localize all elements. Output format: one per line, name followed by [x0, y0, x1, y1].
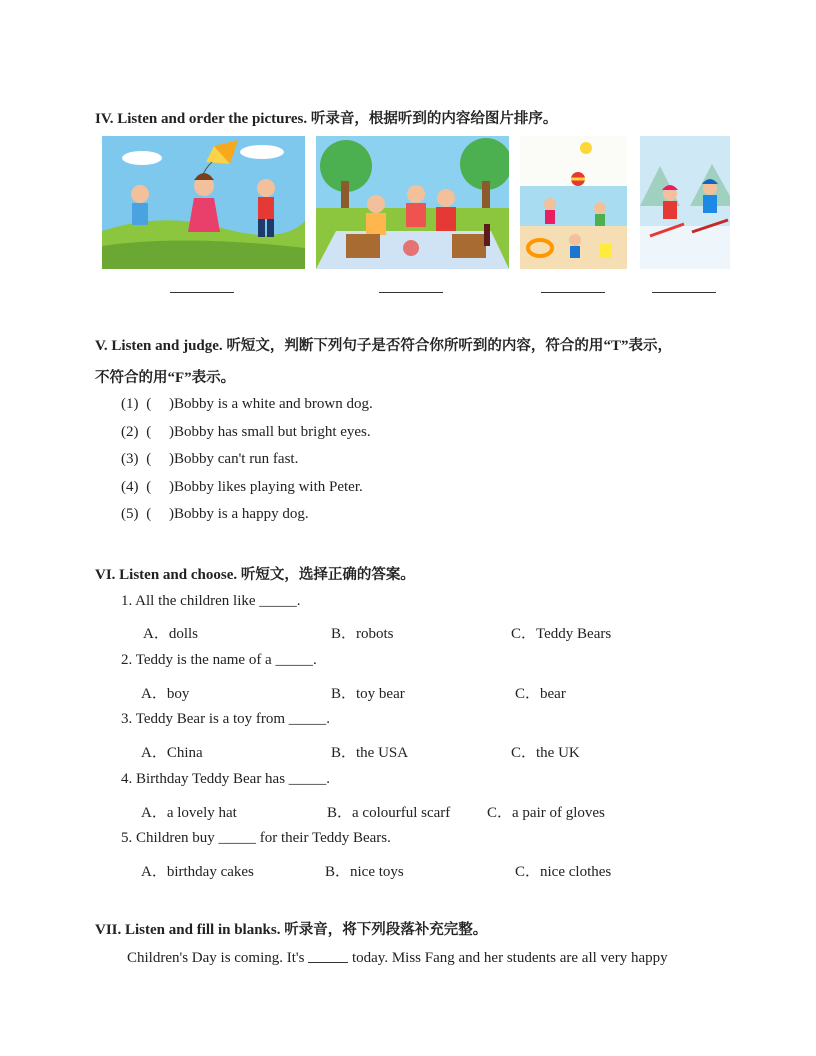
choice-2-option-a[interactable]: A．boy — [141, 686, 190, 702]
judge-item-5: (5) ( )Bobby is a happy dog. — [121, 506, 309, 522]
order-blank-4[interactable] — [652, 292, 716, 293]
judge-item-2: (2) ( )Bobby has small but bright eyes. — [121, 424, 371, 440]
choice-4-option-b[interactable]: B．a colourful scarf — [327, 805, 451, 821]
skiing-scene-image — [640, 136, 730, 269]
judge-item-3: (3) ( )Bobby can't run fast. — [121, 451, 299, 467]
choice-question-4: 4. Birthday Teddy Bear has _____. — [121, 771, 331, 787]
choice-3-option-b[interactable]: B．the USA — [331, 745, 409, 761]
choice-4-option-a[interactable]: A．a lovely hat — [141, 805, 237, 821]
section-4-heading: IV. Listen and order the pictures. 听录音，根据听到的内容给图片排序。 — [95, 111, 558, 127]
choice-2-option-b[interactable]: B．toy bear — [331, 686, 405, 702]
picture-skiing — [640, 136, 730, 269]
section-5-heading-line-1: V. Listen and judge. 听短文，判断下列句子是否符合你所听到的内容，符合的用“T”表示， — [95, 338, 672, 354]
choice-1-option-c[interactable]: C．Teddy Bears — [511, 626, 612, 642]
order-blank-3[interactable] — [541, 292, 605, 293]
picture-beach — [520, 136, 627, 269]
choice-5-option-c[interactable]: C．nice clothes — [515, 864, 612, 880]
choice-question-1: 1. All the children like _____. — [121, 593, 301, 609]
kite-scene-image — [102, 136, 305, 269]
choice-5-option-b[interactable]: B．nice toys — [325, 864, 404, 880]
choice-question-5: 5. Children buy _____ for their Teddy Bears. — [121, 830, 391, 846]
fill-paragraph-line-1: Children's Day is coming. It's today. Miss Fang and her students are all very happy — [127, 950, 668, 966]
choice-3-option-c[interactable]: C．the UK — [511, 745, 580, 761]
beach-scene-image — [520, 136, 627, 269]
fill-blank-1[interactable] — [308, 948, 348, 963]
picture-kite — [102, 136, 305, 269]
judge-item-4: (4) ( )Bobby likes playing with Peter. — [121, 479, 363, 495]
section-5-heading-line-2: 不符合的用“F”表示。 — [95, 370, 236, 386]
choice-4-option-c[interactable]: C．a pair of gloves — [487, 805, 605, 821]
picture-picnic — [316, 136, 509, 269]
order-blank-2[interactable] — [379, 292, 443, 293]
choice-question-3: 3. Teddy Bear is a toy from _____. — [121, 711, 331, 727]
choice-2-option-c[interactable]: C．bear — [515, 686, 566, 702]
choice-3-option-a[interactable]: A．China — [141, 745, 203, 761]
choice-1-option-b[interactable]: B．robots — [331, 626, 394, 642]
order-blank-1[interactable] — [170, 292, 234, 293]
judge-item-1: (1) ( )Bobby is a white and brown dog. — [121, 396, 373, 412]
section-6-heading: VI. Listen and choose. 听短文，选择正确的答案。 — [95, 567, 415, 583]
section-7-heading: VII. Listen and fill in blanks. 听录音，将下列段落补充完整。 — [95, 922, 488, 938]
choice-5-option-a[interactable]: A．birthday cakes — [141, 864, 254, 880]
choice-question-2: 2. Teddy is the name of a _____. — [121, 652, 317, 668]
picnic-scene-image — [316, 136, 509, 269]
choice-1-option-a[interactable]: A．dolls — [143, 626, 199, 642]
